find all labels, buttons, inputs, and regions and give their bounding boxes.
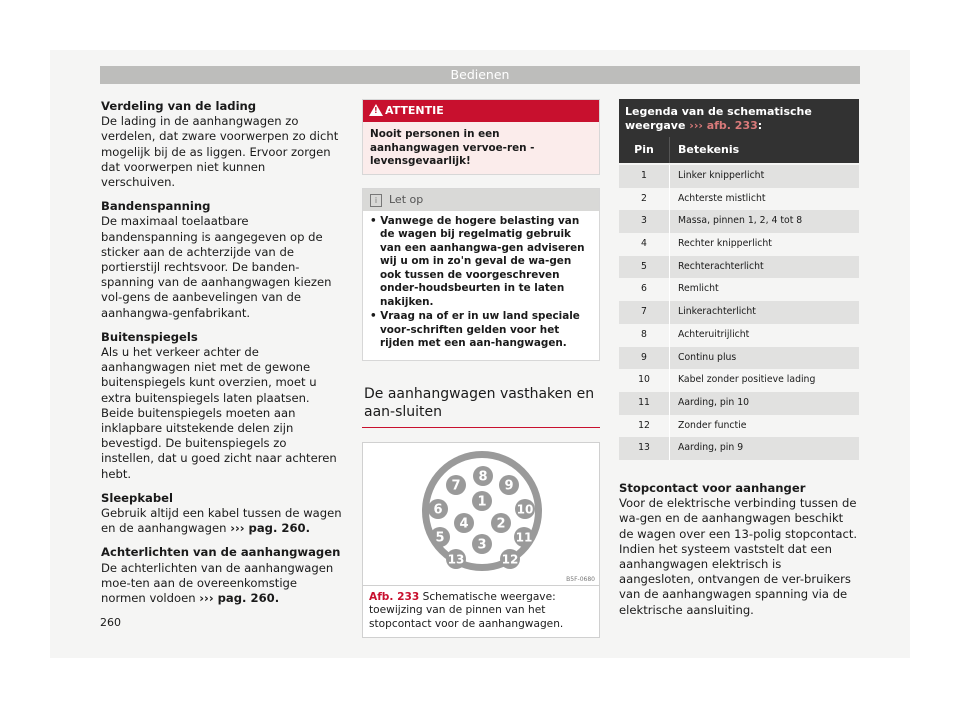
table-row	[619, 256, 859, 279]
heading-lading: Verdeling van de lading	[101, 99, 257, 113]
page-ref-link[interactable]: ››› pag. 260.	[230, 521, 311, 536]
meaning-cell: Linker knipperlicht	[669, 165, 859, 188]
page-ref-link[interactable]: ››› pag. 260.	[199, 591, 280, 606]
warning-text: Nooit personen in een aanhangwagen vervoe-ren - levensgevaarlijk!	[370, 128, 535, 167]
pin-cell: 2	[641, 192, 647, 204]
table-row	[619, 369, 859, 392]
table-row	[619, 347, 859, 370]
pin-label-5: 5	[435, 530, 445, 545]
middle-column	[362, 99, 600, 638]
right-column	[619, 99, 859, 618]
page-number: 260	[100, 616, 121, 629]
socket-text: Voor de elektrische verbinding tussen de wa-gen en de aanhangwagen beschikt de wagen over een 13-polig stopcontact. Indien het systeem vaststelt dat een aanhangwagen elektrisch is aangesloten, ontvangen de ver-bruikers van de aanhangwagen spanning via de elektrische aansluiting.	[619, 496, 858, 617]
text-lading: De lading in de aanhangwagen zo verdelen, dat zware voorwerpen zo dicht mogelijk bij de as liggen. Ervoor zorgen dat voorwerpen niet kunnen verschuiven.	[101, 114, 339, 190]
heading-buitenspiegels: Buitenspiegels	[101, 329, 198, 344]
col-header-pin: Pin	[634, 143, 654, 156]
pin-label-10: 10	[516, 502, 534, 516]
figure-code: B5F-0680	[566, 575, 595, 583]
left-column	[101, 99, 343, 615]
meaning-cell: Aarding, pin 9	[669, 437, 859, 460]
section-title: De aanhangwagen vasthaken en aan-sluiten	[362, 385, 600, 428]
table-row	[619, 278, 859, 301]
pin-cell: 8	[641, 328, 647, 340]
note-box	[362, 188, 600, 361]
meaning-cell: Achterste mistlicht	[669, 188, 859, 211]
meaning-cell: Rechterachterlicht	[669, 256, 859, 279]
figure-caption	[363, 586, 599, 638]
legend-title: Legenda van de schematische weergave ››› afb. 233:	[625, 105, 812, 132]
legend-table-header	[619, 99, 859, 163]
heading-sleepkabel: Sleepkabel	[101, 490, 174, 505]
heading-achterlichten: Achterlichten van de aanhangwagen	[101, 545, 341, 560]
info-icon: i	[370, 194, 382, 207]
socket-svg	[363, 443, 599, 585]
meaning-cell: Kabel zonder positieve lading	[669, 369, 859, 392]
table-row	[619, 301, 859, 324]
pin-label-13: 13	[447, 552, 465, 566]
meaning-cell: Remlicht	[669, 278, 859, 301]
socket-heading: Stopcontact voor aanhanger	[619, 480, 806, 495]
note-label: Let op	[389, 192, 424, 206]
col-header-meaning: Betekenis	[669, 137, 859, 163]
warning-label: ATTENTIE	[385, 104, 444, 117]
pin-label-6: 6	[433, 502, 443, 517]
meaning-cell: Aarding, pin 10	[669, 392, 859, 415]
note-item: • Vanwege de hogere belasting van de wagen bij regelmatig gebruik van een aanhangwa-gen adviseren wij u om in zo'n geval de wa-gen ook tussen de voorgeschreven onder-houdsbeurten in te laten nakijken.	[370, 214, 585, 308]
text-sleepkabel: Gebruik altijd een kabel tussen de wagen en de aanhangwagen ››› pag. 260.	[101, 506, 342, 536]
figure-caption-text: Schematische weergave: toewijzing van de pinnen van het stopcontact voor de aanhangwagen.	[369, 590, 564, 630]
pin-cell: 13	[638, 442, 650, 454]
text-buitenspiegels: Als u het verkeer achter de aanhangwagen niet met de gewone buitenspiegels kunt overzien, moet u extra buitenspiegels laten plaatsen. Beide buitenspiegels moeten aan inklapbare uitstekende delen zijn bevestigd. De buitenspiegels zo instellen, dat u goed zicht naar achteren hebt.	[101, 345, 337, 481]
table-row	[619, 188, 859, 211]
text-achterlichten: De achterlichten van de aanhangwagen moe-ten aan de overeenkomstige normen voldoen ››› pag. 260.	[101, 560, 334, 606]
table-row	[619, 233, 859, 256]
pin-cell: 9	[641, 351, 647, 363]
pin-label-11: 11	[515, 530, 533, 544]
pin-cell: 4	[641, 238, 647, 250]
pin-cell: 10	[638, 374, 650, 386]
legend-columns	[619, 137, 859, 163]
figure-label: Afb. 233	[369, 590, 420, 603]
page-header: Bedienen	[100, 66, 860, 84]
pin-label-4: 4	[459, 516, 469, 531]
warning-header	[363, 100, 599, 122]
socket-section	[619, 481, 859, 618]
pin-label-8: 8	[478, 469, 488, 484]
pin-cell: 12	[638, 419, 650, 431]
text-bandenspanning: De maximaal toelaatbare bandenspanning is aangegeven op de sticker aan de achterzijde van de portierstijl rechtsvoor. De banden-spanning van de aanhangwagen kiezen vol-gens de aanbevelingen van de aanhangwa-genfabrikant.	[101, 214, 332, 320]
pin-label-7: 7	[451, 478, 461, 493]
pin-cell: 7	[641, 306, 647, 318]
note-body	[363, 211, 599, 360]
pin-cell: 11	[638, 396, 650, 408]
meaning-cell: Rechter knipperlicht	[669, 233, 859, 256]
pin-label-9: 9	[504, 478, 514, 493]
pin-label-1: 1	[477, 494, 487, 509]
table-row	[619, 415, 859, 438]
meaning-cell: Linkerachterlicht	[669, 301, 859, 324]
pin-cell: 1	[641, 170, 647, 181]
table-row	[619, 165, 859, 188]
table-row	[619, 437, 859, 460]
note-item: • Vraag na of er in uw land speciale voor-schriften gelden voor het rijden met een aan-hangwagen.	[370, 310, 580, 349]
heading-bandenspanning: Bandenspanning	[101, 199, 211, 214]
meaning-cell: Massa, pinnen 1, 2, 4 tot 8	[669, 210, 859, 233]
pin-label-2: 2	[496, 516, 506, 531]
socket-diagram	[363, 443, 599, 586]
legend-rows	[619, 165, 859, 460]
warning-box	[362, 99, 600, 175]
pin-label-3: 3	[477, 537, 487, 552]
table-row	[619, 324, 859, 347]
figure-233	[362, 442, 600, 639]
pin-cell: 3	[641, 215, 647, 227]
pin-cell: 6	[641, 283, 647, 295]
table-row	[619, 210, 859, 233]
pin-cell: 5	[641, 260, 647, 272]
table-row	[619, 392, 859, 415]
meaning-cell: Achteruitrijlicht	[669, 324, 859, 347]
meaning-cell: Continu plus	[669, 347, 859, 370]
warning-triangle-icon: !	[369, 104, 383, 116]
note-header	[363, 189, 599, 211]
figure-ref-link[interactable]: ››› afb. 233	[689, 119, 758, 132]
meaning-cell: Zonder functie	[669, 415, 859, 438]
pin-label-12: 12	[501, 552, 519, 566]
